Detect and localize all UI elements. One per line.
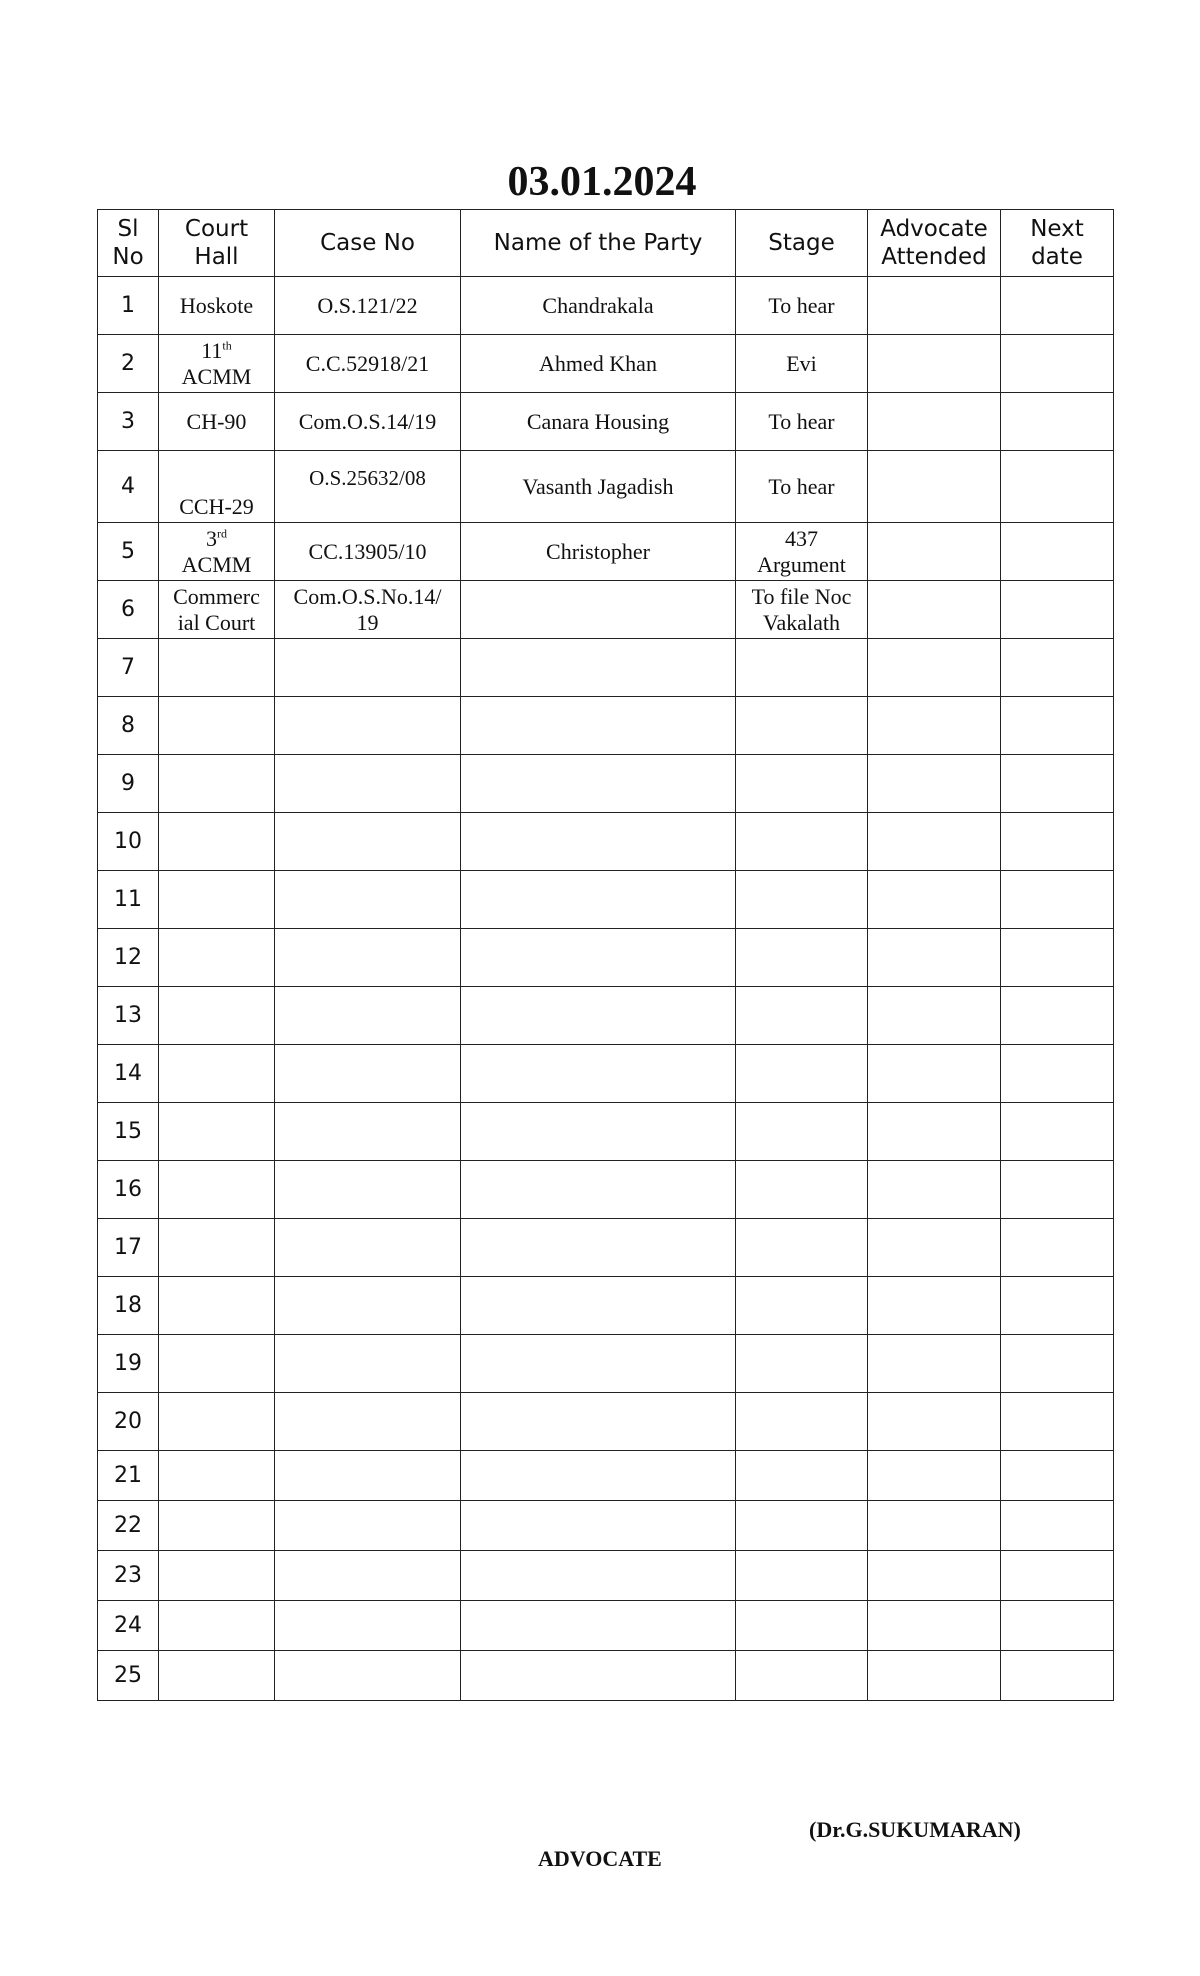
stage-cell: To hear bbox=[736, 393, 868, 451]
party-cell: Vasanth Jagadish bbox=[461, 451, 736, 523]
court-hall-cell bbox=[159, 1335, 275, 1393]
next-date-cell bbox=[1001, 523, 1114, 581]
court-hall-cell bbox=[159, 929, 275, 987]
next-date-cell bbox=[1001, 1161, 1114, 1219]
case-no-cell bbox=[275, 697, 461, 755]
stage-cell bbox=[736, 697, 868, 755]
table-row bbox=[98, 1219, 1114, 1277]
sl-no-cell: 15 bbox=[98, 1103, 159, 1161]
advocate-cell bbox=[868, 1601, 1001, 1651]
next-date-cell bbox=[1001, 277, 1114, 335]
stage-cell: 437 Argument bbox=[736, 523, 868, 581]
advocate-cell bbox=[868, 1219, 1001, 1277]
party-cell: Chandrakala bbox=[461, 277, 736, 335]
case-no-cell bbox=[275, 813, 461, 871]
case-no-cell bbox=[275, 639, 461, 697]
case-no-cell bbox=[275, 1551, 461, 1601]
court-hall-cell bbox=[159, 639, 275, 697]
party-cell: Christopher bbox=[461, 523, 736, 581]
sl-no-cell: 1 bbox=[98, 277, 159, 335]
advocate-cell bbox=[868, 335, 1001, 393]
stage-cell bbox=[736, 1651, 868, 1701]
table-row bbox=[98, 639, 1114, 697]
table-row bbox=[98, 335, 1114, 393]
next-date-cell bbox=[1001, 1393, 1114, 1451]
table-row bbox=[98, 1451, 1114, 1501]
stage-cell bbox=[736, 1219, 868, 1277]
stage-cell bbox=[736, 639, 868, 697]
advocate-cell bbox=[868, 581, 1001, 639]
signature-designation: ADVOCATE bbox=[538, 1846, 662, 1871]
party-cell: Canara Housing bbox=[461, 393, 736, 451]
table-row bbox=[98, 1103, 1114, 1161]
page-title bbox=[0, 158, 1200, 206]
stage-cell: To hear bbox=[736, 451, 868, 523]
sl-no-cell: 12 bbox=[98, 929, 159, 987]
stage-cell bbox=[736, 929, 868, 987]
sl-no-cell: 22 bbox=[98, 1501, 159, 1551]
table-row bbox=[98, 1501, 1114, 1551]
table-row bbox=[98, 987, 1114, 1045]
advocate-cell bbox=[868, 451, 1001, 523]
date-title: 03.01.2024 bbox=[507, 159, 697, 205]
court-hall-cell: Hoskote bbox=[159, 277, 275, 335]
next-date-cell bbox=[1001, 987, 1114, 1045]
header-stage: Stage bbox=[736, 210, 868, 277]
court-hall-cell bbox=[159, 1161, 275, 1219]
party-cell bbox=[461, 1045, 736, 1103]
court-hall-cell bbox=[159, 1045, 275, 1103]
court-hall-cell: CH-90 bbox=[159, 393, 275, 451]
sl-no-cell: 3 bbox=[98, 393, 159, 451]
table-row bbox=[98, 451, 1114, 523]
case-no-cell bbox=[275, 987, 461, 1045]
party-cell: Ahmed Khan bbox=[461, 335, 736, 393]
case-no-cell: O.S.121/22 bbox=[275, 277, 461, 335]
header-next-date: Next date bbox=[1001, 210, 1114, 277]
header-sl-no: Sl No bbox=[98, 210, 159, 277]
header-row bbox=[98, 210, 1114, 277]
party-cell bbox=[461, 639, 736, 697]
party-cell bbox=[461, 1601, 736, 1651]
case-no-cell: Com.O.S.No.14/ 19 bbox=[275, 581, 461, 639]
party-cell bbox=[461, 929, 736, 987]
next-date-cell bbox=[1001, 393, 1114, 451]
table-row bbox=[98, 1335, 1114, 1393]
party-cell bbox=[461, 813, 736, 871]
sl-no-cell: 13 bbox=[98, 987, 159, 1045]
court-hall-cell bbox=[159, 871, 275, 929]
party-cell bbox=[461, 1161, 736, 1219]
party-cell bbox=[461, 1551, 736, 1601]
next-date-cell bbox=[1001, 1651, 1114, 1701]
header-court-hall: Court Hall bbox=[159, 210, 275, 277]
sl-no-cell: 4 bbox=[98, 451, 159, 523]
next-date-cell bbox=[1001, 813, 1114, 871]
advocate-cell bbox=[868, 1393, 1001, 1451]
court-hall-cell bbox=[159, 1277, 275, 1335]
next-date-cell bbox=[1001, 335, 1114, 393]
next-date-cell bbox=[1001, 1103, 1114, 1161]
sl-no-cell: 8 bbox=[98, 697, 159, 755]
party-cell bbox=[461, 1335, 736, 1393]
stage-cell bbox=[736, 871, 868, 929]
case-table bbox=[97, 209, 1114, 1701]
stage-cell bbox=[736, 987, 868, 1045]
stage-cell: To file Noc Vakalath bbox=[736, 581, 868, 639]
court-hall-cell: 3rd ACMM bbox=[159, 523, 275, 581]
court-hall-cell: CCH-29 bbox=[159, 451, 275, 523]
next-date-cell bbox=[1001, 451, 1114, 523]
stage-cell bbox=[736, 1393, 868, 1451]
next-date-cell bbox=[1001, 639, 1114, 697]
advocate-cell bbox=[868, 697, 1001, 755]
table-row bbox=[98, 871, 1114, 929]
case-no-cell bbox=[275, 1045, 461, 1103]
court-hall-cell bbox=[159, 1651, 275, 1701]
case-no-cell bbox=[275, 1651, 461, 1701]
next-date-cell bbox=[1001, 1335, 1114, 1393]
case-no-cell bbox=[275, 1601, 461, 1651]
table-row bbox=[98, 523, 1114, 581]
court-hall-cell bbox=[159, 697, 275, 755]
advocate-cell bbox=[868, 755, 1001, 813]
stage-cell bbox=[736, 1045, 868, 1103]
case-no-cell bbox=[275, 1277, 461, 1335]
stage-cell bbox=[736, 813, 868, 871]
advocate-cell bbox=[868, 1277, 1001, 1335]
sl-no-cell: 5 bbox=[98, 523, 159, 581]
sl-no-cell: 16 bbox=[98, 1161, 159, 1219]
next-date-cell bbox=[1001, 929, 1114, 987]
advocate-cell bbox=[868, 871, 1001, 929]
sl-no-cell: 24 bbox=[98, 1601, 159, 1651]
header-advocate-attended: Advocate Attended bbox=[868, 210, 1001, 277]
sl-no-cell: 7 bbox=[98, 639, 159, 697]
stage-cell: Evi bbox=[736, 335, 868, 393]
advocate-cell bbox=[868, 1161, 1001, 1219]
party-cell bbox=[461, 987, 736, 1045]
sl-no-cell: 10 bbox=[98, 813, 159, 871]
table-row bbox=[98, 393, 1114, 451]
case-no-cell: Com.O.S.14/19 bbox=[275, 393, 461, 451]
sl-no-cell: 19 bbox=[98, 1335, 159, 1393]
case-no-cell bbox=[275, 1501, 461, 1551]
court-hall-cell bbox=[159, 1551, 275, 1601]
court-hall-cell bbox=[159, 813, 275, 871]
next-date-cell bbox=[1001, 1045, 1114, 1103]
case-no-cell bbox=[275, 1103, 461, 1161]
court-hall-cell bbox=[159, 755, 275, 813]
next-date-cell bbox=[1001, 1219, 1114, 1277]
table-row bbox=[98, 1651, 1114, 1701]
advocate-cell bbox=[868, 1335, 1001, 1393]
advocate-cell bbox=[868, 813, 1001, 871]
party-cell bbox=[461, 697, 736, 755]
party-cell bbox=[461, 581, 736, 639]
court-hall-cell bbox=[159, 987, 275, 1045]
next-date-cell bbox=[1001, 1601, 1114, 1651]
sl-no-cell: 17 bbox=[98, 1219, 159, 1277]
court-hall-cell bbox=[159, 1393, 275, 1451]
party-cell bbox=[461, 1103, 736, 1161]
advocate-cell bbox=[868, 1451, 1001, 1501]
table-row bbox=[98, 581, 1114, 639]
court-hall-cell bbox=[159, 1451, 275, 1501]
stage-cell bbox=[736, 1451, 868, 1501]
party-cell bbox=[461, 1501, 736, 1551]
header-party-name: Name of the Party bbox=[461, 210, 736, 277]
case-no-cell bbox=[275, 1219, 461, 1277]
party-cell bbox=[461, 1393, 736, 1451]
next-date-cell bbox=[1001, 1551, 1114, 1601]
stage-cell bbox=[736, 1277, 868, 1335]
sl-no-cell: 9 bbox=[98, 755, 159, 813]
next-date-cell bbox=[1001, 1451, 1114, 1501]
stage-cell: To hear bbox=[736, 277, 868, 335]
table-row bbox=[98, 755, 1114, 813]
stage-cell bbox=[736, 1501, 868, 1551]
stage-cell bbox=[736, 755, 868, 813]
party-cell bbox=[461, 1451, 736, 1501]
party-cell bbox=[461, 1219, 736, 1277]
party-cell bbox=[461, 871, 736, 929]
stage-cell bbox=[736, 1161, 868, 1219]
stage-cell bbox=[736, 1335, 868, 1393]
advocate-cell bbox=[868, 393, 1001, 451]
court-hall-cell: 11th ACMM bbox=[159, 335, 275, 393]
stage-cell bbox=[736, 1103, 868, 1161]
party-cell bbox=[461, 1277, 736, 1335]
case-no-cell: O.S.25632/08 bbox=[275, 451, 461, 523]
sl-no-cell: 14 bbox=[98, 1045, 159, 1103]
next-date-cell bbox=[1001, 1501, 1114, 1551]
stage-cell bbox=[736, 1551, 868, 1601]
table-row bbox=[98, 929, 1114, 987]
table-row bbox=[98, 1161, 1114, 1219]
court-hall-cell bbox=[159, 1601, 275, 1651]
header-case-no: Case No bbox=[275, 210, 461, 277]
case-no-cell bbox=[275, 871, 461, 929]
case-no-cell bbox=[275, 929, 461, 987]
advocate-cell bbox=[868, 277, 1001, 335]
next-date-cell bbox=[1001, 755, 1114, 813]
table-row bbox=[98, 1277, 1114, 1335]
court-hall-cell bbox=[159, 1103, 275, 1161]
table-row bbox=[98, 697, 1114, 755]
sl-no-cell: 11 bbox=[98, 871, 159, 929]
sl-no-cell: 20 bbox=[98, 1393, 159, 1451]
court-hall-cell bbox=[159, 1219, 275, 1277]
next-date-cell bbox=[1001, 697, 1114, 755]
next-date-cell bbox=[1001, 1277, 1114, 1335]
table-row bbox=[98, 1393, 1114, 1451]
court-hall-cell bbox=[159, 1501, 275, 1551]
sl-no-cell: 23 bbox=[98, 1551, 159, 1601]
stage-cell bbox=[736, 1601, 868, 1651]
advocate-cell bbox=[868, 929, 1001, 987]
case-no-cell bbox=[275, 1335, 461, 1393]
case-no-cell: C.C.52918/21 bbox=[275, 335, 461, 393]
table-row bbox=[98, 813, 1114, 871]
table-row bbox=[98, 1045, 1114, 1103]
case-no-cell: CC.13905/10 bbox=[275, 523, 461, 581]
signature-name: (Dr.G.SUKUMARAN) bbox=[809, 1817, 1021, 1842]
sl-no-cell: 2 bbox=[98, 335, 159, 393]
case-no-cell bbox=[275, 1451, 461, 1501]
party-cell bbox=[461, 755, 736, 813]
advocate-cell bbox=[868, 1501, 1001, 1551]
advocate-cell bbox=[868, 639, 1001, 697]
table-row bbox=[98, 1551, 1114, 1601]
table-row bbox=[98, 1601, 1114, 1651]
case-no-cell bbox=[275, 1393, 461, 1451]
advocate-cell bbox=[868, 1103, 1001, 1161]
case-no-cell bbox=[275, 755, 461, 813]
table-row bbox=[98, 277, 1114, 335]
next-date-cell bbox=[1001, 871, 1114, 929]
sl-no-cell: 21 bbox=[98, 1451, 159, 1501]
case-no-cell bbox=[275, 1161, 461, 1219]
advocate-cell bbox=[868, 1651, 1001, 1701]
advocate-cell bbox=[868, 987, 1001, 1045]
sl-no-cell: 6 bbox=[98, 581, 159, 639]
advocate-cell bbox=[868, 1551, 1001, 1601]
sl-no-cell: 25 bbox=[98, 1651, 159, 1701]
advocate-cell bbox=[868, 1045, 1001, 1103]
next-date-cell bbox=[1001, 581, 1114, 639]
party-cell bbox=[461, 1651, 736, 1701]
sl-no-cell: 18 bbox=[98, 1277, 159, 1335]
court-hall-cell: Commerc ial Court bbox=[159, 581, 275, 639]
advocate-cell bbox=[868, 523, 1001, 581]
